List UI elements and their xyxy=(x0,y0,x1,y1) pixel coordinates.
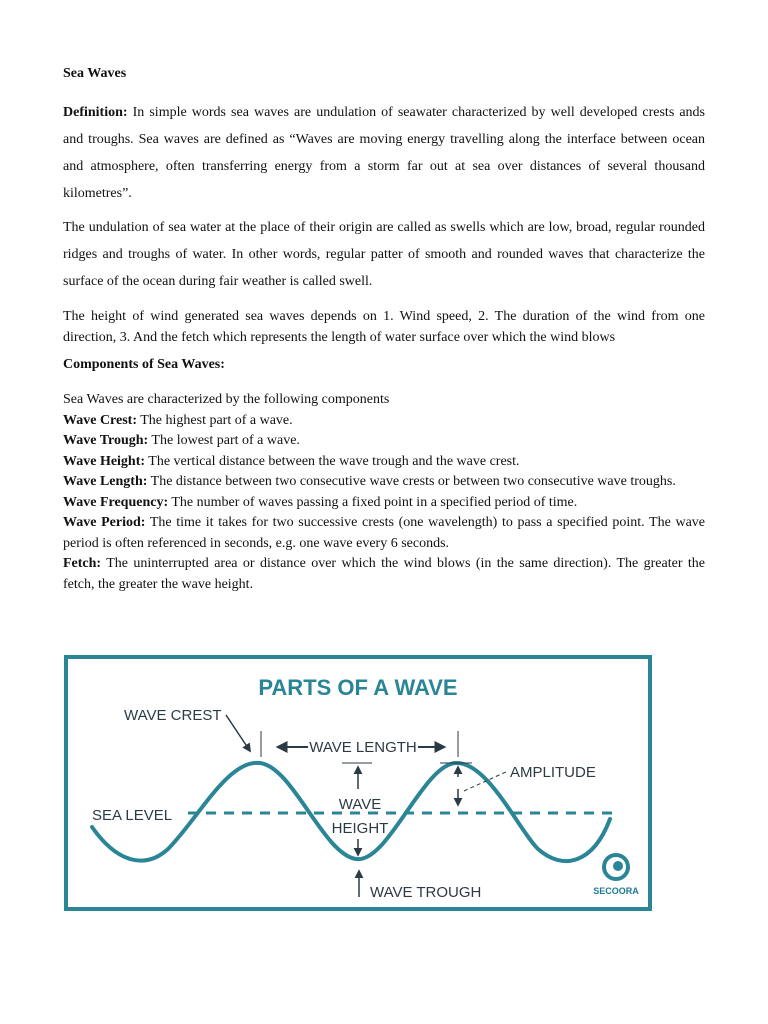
amplitude-label: AMPLITUDE xyxy=(510,764,596,781)
secoora-logo xyxy=(593,855,639,896)
wave-crest-label: WAVE CREST xyxy=(124,707,222,724)
logo-dot-icon xyxy=(613,861,623,871)
wave-diagram-svg xyxy=(68,659,648,907)
component-term: Wave Length: xyxy=(63,474,148,489)
component-desc: The number of waves passing a fixed point in a specified period of time. xyxy=(168,494,578,510)
components-list xyxy=(63,390,705,595)
component-item xyxy=(63,411,705,432)
component-desc: The lowest part of a wave. xyxy=(148,433,300,448)
component-item xyxy=(63,513,705,554)
definition-text: In simple words sea waves are undulation of seawater characterized by well developed crests ands and troughs. Sea waves are defined as “Waves are moving energy travelling along the interface between ocean and atmosphere, often transferring energy from a storm far out at sea over distances of several thousand kilometres”. xyxy=(63,105,705,201)
definition-paragraph xyxy=(63,99,705,207)
sea-level-label: SEA LEVEL xyxy=(92,807,173,824)
crest-arrow xyxy=(226,715,250,751)
component-desc: The distance between two consecutive wave crests or between two consecutive wave troughs. xyxy=(147,474,676,489)
definition-label: Definition: xyxy=(63,105,128,120)
wave-diagram xyxy=(64,655,652,911)
component-desc: The uninterrupted area or distance over which the wind blows (in the same direction). The greater the fetch, the greater the wave height. xyxy=(63,556,705,592)
component-item xyxy=(63,452,705,473)
wave-length-label: WAVE LENGTH xyxy=(309,739,417,756)
component-term: Wave Trough: xyxy=(63,433,149,448)
component-term: Wave Height: xyxy=(63,453,146,469)
swell-paragraph: The undulation of sea water at the place of their origin are called as swells which are low, broad, regular rounded ridges and troughs of water. In other words, regular patter of smooth and rounded waves that characterize the surface of the ocean during fair weather is called swell. xyxy=(63,220,705,289)
component-desc: The time it takes for two successive crests (one wavelength) to pass a specified point. The wave period is often referenced in seconds, e.g. one wave every 6 seconds. xyxy=(63,515,705,551)
components-heading: Components of Sea Waves: xyxy=(63,357,225,372)
wave-height-label-2: HEIGHT xyxy=(331,820,389,837)
component-term: Fetch: xyxy=(63,556,102,571)
component-item xyxy=(63,554,705,595)
component-term: Wave Crest: xyxy=(63,412,137,428)
component-desc: The highest part of a wave. xyxy=(137,412,293,428)
document-title: Sea Waves xyxy=(63,66,127,81)
wave-height-paragraph: The height of wind generated sea waves depends on 1. Wind speed, 2. The duration of the wind from one direction, 3. And the fetch which represents the length of water surface over which the wind blows xyxy=(63,309,705,345)
wave-height-label-1: WAVE xyxy=(338,796,382,813)
component-term: Wave Period: xyxy=(63,515,146,530)
amplitude-leader xyxy=(464,771,508,791)
components-intro: Sea Waves are characterized by the following components xyxy=(63,392,390,407)
component-term: Wave Frequency: xyxy=(63,494,169,510)
component-item xyxy=(63,493,705,514)
wave-trough-label: WAVE TROUGH xyxy=(370,884,482,901)
component-desc: The vertical distance between the wave trough and the wave crest. xyxy=(145,453,520,469)
component-item xyxy=(63,472,705,493)
logo-text: SECOORA xyxy=(593,886,639,896)
diagram-title: PARTS OF A WAVE xyxy=(258,675,458,700)
component-item xyxy=(63,431,705,452)
